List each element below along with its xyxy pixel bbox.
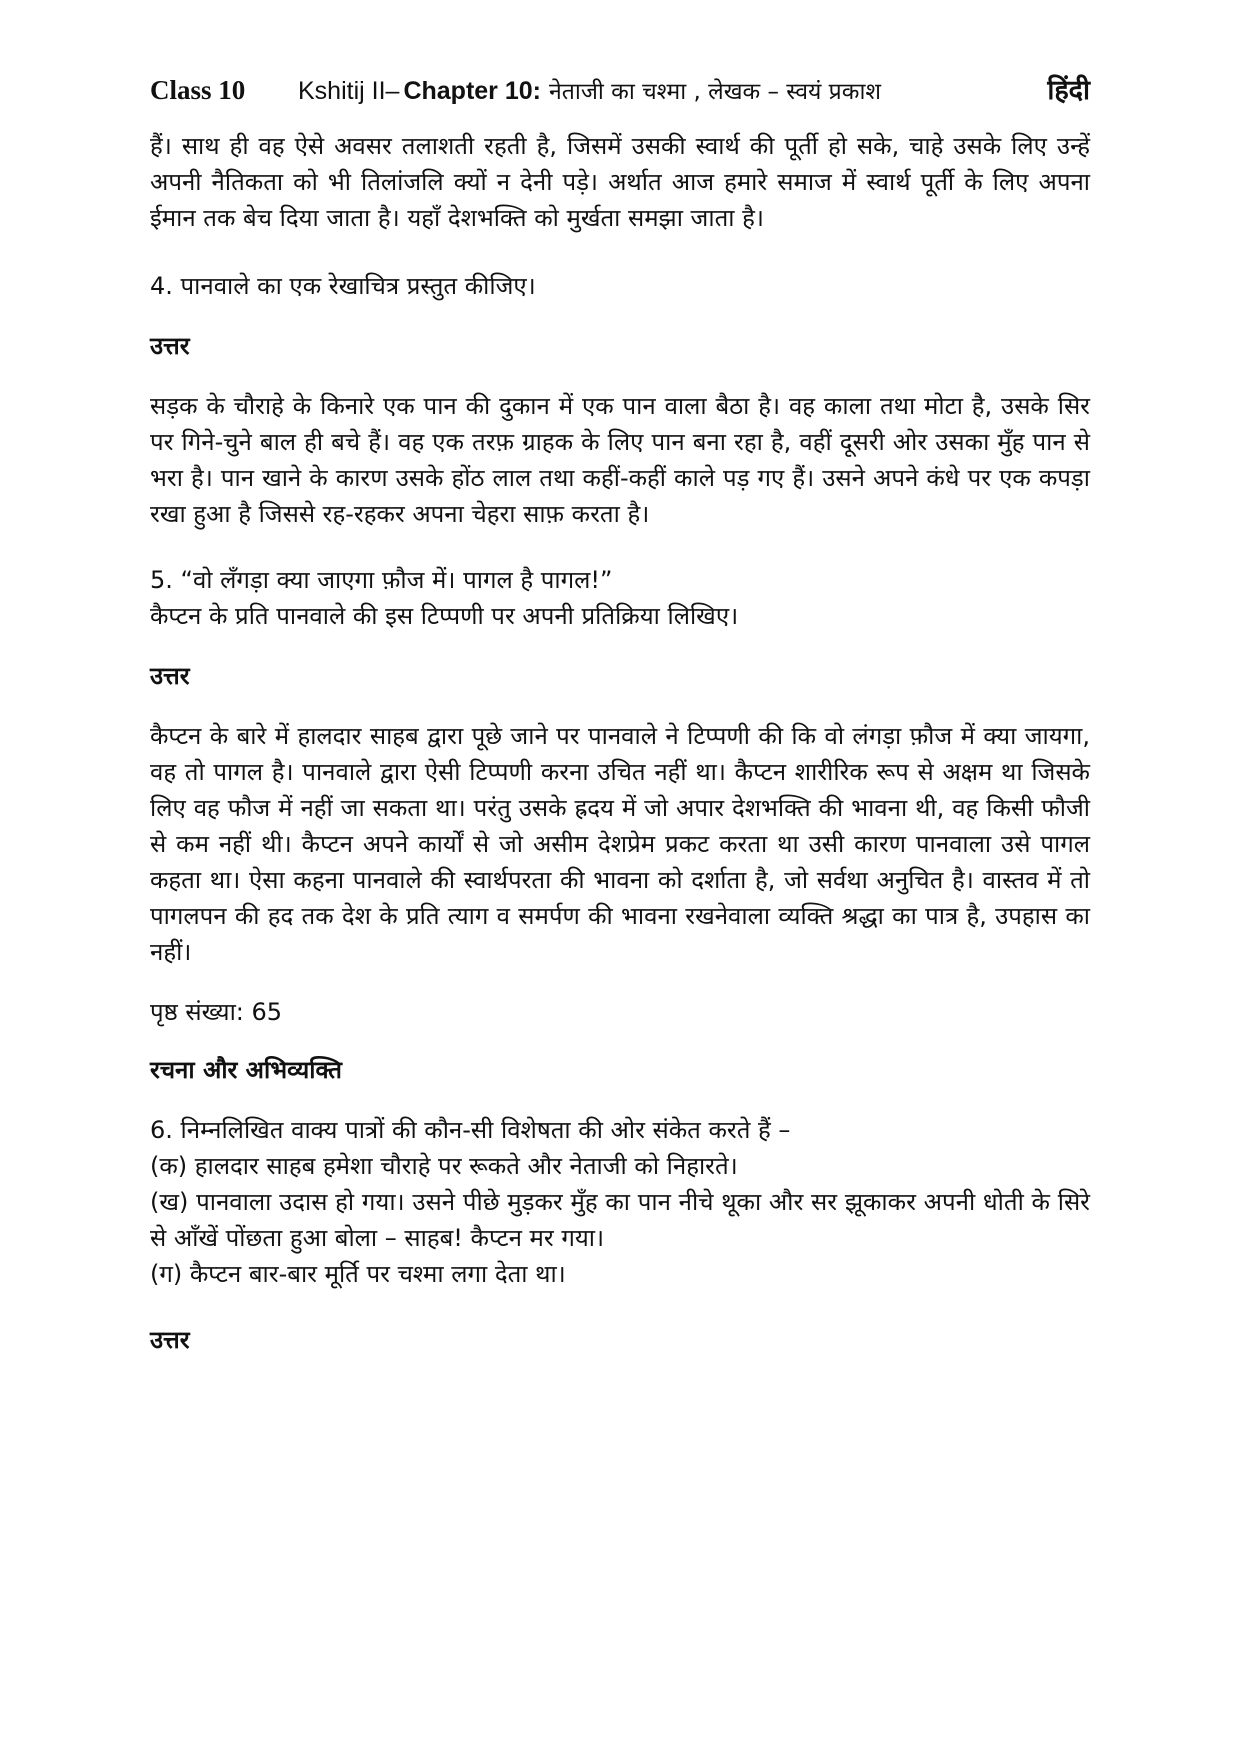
answer-6-label: उत्तर	[150, 1326, 190, 1354]
question-5	[150, 562, 1090, 634]
class-label: Class 10	[150, 75, 246, 105]
question-4: 4. पानवाले का एक रेखाचित्र प्रस्तुत कीजिए।	[150, 272, 536, 300]
question-5-quote: 5. “वो लँगड़ा क्या जाएगा फ़ौज में। पागल है पागल!”	[150, 566, 613, 594]
continued-answer: हैं। साथ ही वह ऐसे अवसर तलाशती रहती है, जिसमें उसकी स्वार्थ की पूर्ती हो सके, चाहे उसके लिए उन्हें अपनी नैतिकता को भी तिलांजलि क्यों न देनी पड़े। अर्थात आज हमारे समाज में स्वार्थ पूर्ती के लिए अपना ईमान तक बेच दिया जाता है। यहाँ देशभक्ति को मुर्खता समझा जाता है।	[150, 132, 1090, 232]
section-title: रचना और अभिव्यक्ति	[150, 1056, 342, 1084]
answer-4-label: उत्तर	[150, 332, 190, 360]
chapter-label: Chapter 10:	[403, 77, 541, 105]
question-5-prompt: कैप्टन के प्रति पानवाले की इस टिप्पणी पर अपनी प्रतिक्रिया लिखिए।	[150, 602, 739, 630]
book-name: Kshitij II–	[298, 77, 400, 105]
question-6-part-kha: (ख) पानवाला उदास हो गया। उसने पीछे मुड़कर मुँह का पान नीचे थूका और सर झूकाकर अपनी धोती के सिरे से आँखें पोंछता हुआ बोला – साहब! कैप्टन मर गया।	[150, 1188, 1090, 1252]
question-6	[150, 1112, 1090, 1292]
answer-5: कैप्टन के बारे में हालदार साहब द्वारा पूछे जाने पर पानवाले ने टिप्पणी की कि वो लंगड़ा फ़ौज में क्या जायगा, वह तो पागल है। पानवाले द्वारा ऐसी टिप्पणी करना उचित नहीं था। कैप्टन शारीरिक रूप से अक्षम था जिसके लिए वह फौज में नहीं जा सकता था। परंतु उसके ह्रदय में जो अपार देशभक्ति की भावना थी, वह किसी फौजी से कम नहीं थी। कैप्टन अपने कार्यों से जो असीम देशप्रेम प्रकट करता था उसी कारण पानवाला उसे पागल कहता था। ऐसा कहना पानवाले की स्वार्थपरता की भावना को दर्शाता है, जो सर्वथा अनुचित है। वास्तव में तो पागलपन की हद तक देश के प्रति त्याग व समर्पण की भावना रखनेवाला व्यक्ति श्रद्धा का पात्र है, उपहास का नहीं।	[150, 722, 1090, 966]
question-6-part-ka: (क) हालदार साहब हमेशा चौराहे पर रूकते और नेताजी को निहारते।	[150, 1152, 738, 1180]
subject-label: हिंदी	[1047, 75, 1090, 106]
question-6-prompt: 6. निम्नलिखित वाक्य पात्रों की कौन-सी विशेषता की ओर संकेत करते हैं –	[150, 1116, 791, 1144]
document-page	[150, 70, 1090, 1358]
page-number: पृष्ठ संख्या: 65	[150, 998, 283, 1026]
page-header	[150, 70, 1090, 118]
answer-4: सड़क के चौराहे के किनारे एक पान की दुकान में एक पान वाला बैठा है। वह काला तथा मोटा है, उसके सिर पर गिने-चुने बाल ही बचे हैं। वह एक तरफ़ ग्राहक के लिए पान बना रहा है, वहीं दूसरी ओर उसका मुँह पान से भरा है। पान खाने के कारण उसके होंठ लाल तथा कहीं-कहीं काले पड़ गए हैं। उसने अपने कंधे पर एक कपड़ा रखा हुआ है जिससे रह-रहकर अपना चेहरा साफ़ करता है।	[150, 392, 1090, 528]
chapter-title: नेताजी का चश्मा , लेखक – स्वयं प्रकाश	[548, 79, 882, 105]
answer-5-label: उत्तर	[150, 662, 190, 690]
question-6-part-ga: (ग) कैप्टन बार-बार मूर्ति पर चश्मा लगा देता था।	[150, 1260, 566, 1288]
